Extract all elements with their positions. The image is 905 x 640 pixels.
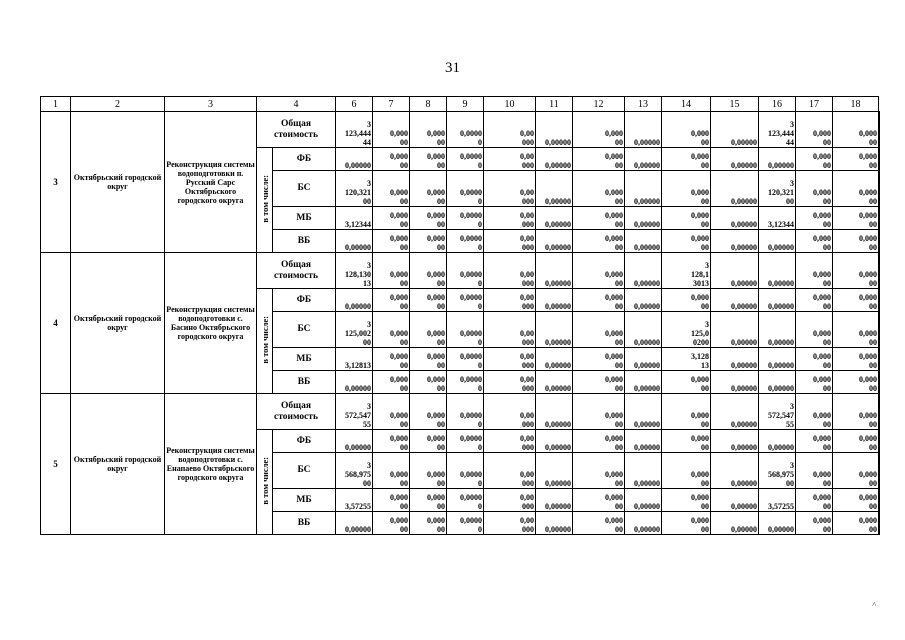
header-cell: 1 [41,97,71,112]
value-cell: 0,000 00 [833,112,879,148]
value-cell: 0,00000 [625,371,662,394]
value-cell: 0,000 00 [410,207,447,230]
value-cell: 0,00 000 [484,394,536,430]
value-cell: 0,0000 0 [447,453,484,489]
value-cell [879,230,880,253]
row-label: БС [273,312,336,348]
value-cell: 0,000 00 [833,489,879,512]
value-cell [879,171,880,207]
value-cell: 0,00000 [711,394,759,430]
value-cell: 0,00000 [711,112,759,148]
value-cell: 0,000 00 [796,312,833,348]
value-cell: 0,00000 [536,453,573,489]
value-cell: 0,000 00 [796,112,833,148]
value-cell: 3 128,1 3013 [662,253,711,289]
value-cell: 0,00000 [536,230,573,253]
value-cell: 0,000 00 [833,148,879,171]
item-number: 3 [41,112,71,253]
value-cell: 3 568,975 00 [336,453,373,489]
value-cell: 0,00000 [711,489,759,512]
header-cell: 18 [833,97,879,112]
header-cell: 12 [573,97,625,112]
header-cell: 15 [711,97,759,112]
value-cell: 3,12344 [759,207,796,230]
row-label: ФБ [273,148,336,171]
value-cell: 0,000 00 [373,289,410,312]
value-cell: 0,000 00 [573,348,625,371]
value-cell: 0,00000 [711,430,759,453]
value-cell [879,253,880,289]
value-cell: 0,000 00 [833,348,879,371]
value-cell: 0,00000 [711,512,759,535]
row-label: ВБ [273,371,336,394]
value-cell: 0,00000 [625,394,662,430]
value-cell: 0,00000 [536,171,573,207]
value-cell [879,453,880,489]
value-cell: 0,00000 [711,148,759,171]
header-cell: 14 [662,97,711,112]
table-row [41,112,880,148]
value-cell: 3 120,321 00 [759,171,796,207]
value-cell: 0,000 00 [573,289,625,312]
value-cell: 0,00000 [536,148,573,171]
value-cell: 0,00 000 [484,148,536,171]
value-cell: 0,00000 [759,148,796,171]
value-cell: 0,000 00 [373,171,410,207]
value-cell: 0,00000 [536,394,573,430]
region-name: Октябрьский городской округ [71,253,165,394]
value-cell: 0,000 00 [373,112,410,148]
row-label: ФБ [273,430,336,453]
value-cell: 0,000 00 [410,371,447,394]
split-label: в том числе: [259,175,270,223]
value-cell: 0,00000 [711,453,759,489]
value-cell: 0,00000 [759,512,796,535]
value-cell: 0,000 00 [410,394,447,430]
value-cell: 0,000 00 [796,394,833,430]
value-cell: 0,000 00 [410,289,447,312]
value-cell: 0,000 00 [833,394,879,430]
value-cell: 0,000 00 [573,171,625,207]
value-cell: 3 128,130 13 [336,253,373,289]
split-label: в том числе: [259,457,270,505]
value-cell: 0,00000 [625,489,662,512]
value-cell: 3 568,975 00 [759,453,796,489]
value-cell: 0,00 000 [484,112,536,148]
value-cell: 0,00 000 [484,430,536,453]
value-cell: 0,000 00 [573,112,625,148]
header-cell: 10 [484,97,536,112]
value-cell: 0,00000 [625,312,662,348]
value-cell: 0,0000 0 [447,289,484,312]
value-cell: 0,000 00 [410,171,447,207]
value-cell: 0,000 00 [573,230,625,253]
value-cell: 0,00000 [625,112,662,148]
value-cell: 0,0000 0 [447,148,484,171]
value-cell: 0,00000 [625,171,662,207]
value-cell: 3,12813 [336,348,373,371]
split-label: в том числе: [259,316,270,364]
value-cell: 0,00000 [625,207,662,230]
value-cell: 0,00000 [711,171,759,207]
value-cell: 0,000 00 [796,253,833,289]
value-cell [879,371,880,394]
value-cell: 0,000 00 [410,453,447,489]
value-cell: 0,000 00 [373,348,410,371]
value-cell: 0,000 00 [833,289,879,312]
value-cell: 0,00000 [759,348,796,371]
value-cell: 0,000 00 [573,489,625,512]
value-cell: 0,000 00 [373,512,410,535]
value-cell: 0,000 00 [573,312,625,348]
value-cell [879,148,880,171]
value-cell: 0,000 00 [796,230,833,253]
value-cell: 0,00000 [336,512,373,535]
value-cell: 0,000 00 [410,512,447,535]
value-cell: 0,00000 [336,430,373,453]
value-cell: 0,00000 [536,489,573,512]
row-label: ВБ [273,230,336,253]
value-cell: 0,0000 0 [447,489,484,512]
value-cell: 0,000 00 [662,289,711,312]
value-cell: 0,000 00 [410,489,447,512]
header-cell: 2 [71,97,165,112]
value-cell: 3,128 13 [662,348,711,371]
row-label: БС [273,171,336,207]
value-cell: 0,000 00 [833,171,879,207]
value-cell: 0,0000 0 [447,230,484,253]
value-cell: 0,000 00 [410,112,447,148]
header-cell: 16 [759,97,796,112]
value-cell: 0,00000 [625,289,662,312]
value-cell: 0,000 00 [410,148,447,171]
row-label: Общая стоимость [257,394,336,430]
value-cell: 0,00 000 [484,371,536,394]
value-cell: 0,000 00 [410,430,447,453]
value-cell: 0,000 00 [833,512,879,535]
value-cell: 0,0000 0 [447,253,484,289]
value-cell: 0,000 00 [662,512,711,535]
value-cell: 0,000 00 [573,512,625,535]
value-cell: 0,00000 [336,230,373,253]
value-cell: 0,00000 [625,348,662,371]
header-cell: 13 [625,97,662,112]
row-label: Общая стоимость [257,112,336,148]
value-cell: 0,000 00 [373,430,410,453]
value-cell: 0,000 00 [796,371,833,394]
value-cell: 3,57255 [759,489,796,512]
value-cell: 0,00000 [336,371,373,394]
value-cell [879,430,880,453]
value-cell: 0,000 00 [796,489,833,512]
value-cell: 0,000 00 [373,489,410,512]
value-cell: 0,000 00 [662,430,711,453]
value-cell: 0,00000 [536,207,573,230]
value-cell: 3 572,547 55 [336,394,373,430]
value-cell: 0,000 00 [833,430,879,453]
value-cell: 0,000 00 [796,430,833,453]
value-cell: 0,00000 [625,253,662,289]
value-cell: 3 572,547 55 [759,394,796,430]
region-name: Октябрьский городской округ [71,112,165,253]
value-cell: 0,0000 0 [447,171,484,207]
value-cell: 0,000 00 [373,312,410,348]
value-cell: 0,000 00 [833,253,879,289]
header-cell: 11 [536,97,573,112]
value-cell: 0,000 00 [833,371,879,394]
value-cell [879,112,880,148]
value-cell: 0,00000 [759,312,796,348]
value-cell: 0,00000 [336,148,373,171]
value-cell: 0,000 00 [796,512,833,535]
value-cell: 0,000 00 [662,171,711,207]
value-cell: 0,000 00 [373,371,410,394]
value-cell: 0,00000 [625,430,662,453]
table-row [41,253,880,289]
split-label-cell [257,148,273,253]
value-cell: 0,000 00 [573,148,625,171]
value-cell: 0,00000 [711,230,759,253]
value-cell: 0,000 00 [410,348,447,371]
value-cell: 0,00000 [759,230,796,253]
value-cell: 0,000 00 [573,207,625,230]
header-cell: 6 [336,97,373,112]
value-cell: 0,00000 [711,348,759,371]
header-cell: 17 [796,97,833,112]
value-cell: 0,000 00 [662,148,711,171]
value-cell: 0,000 00 [573,371,625,394]
header-row [41,97,880,112]
value-cell: 0,000 00 [373,230,410,253]
value-cell: 0,000 00 [796,207,833,230]
value-cell: 3 123,444 44 [759,112,796,148]
value-cell: 0,000 00 [410,253,447,289]
value-cell: 0,00000 [759,289,796,312]
value-cell: 0,0000 0 [447,207,484,230]
header-cell: 3 [165,97,257,112]
row-label: БС [273,453,336,489]
split-label-cell [257,430,273,535]
value-cell: 0,000 00 [662,112,711,148]
value-cell: 0,000 00 [373,253,410,289]
row-label: ФБ [273,289,336,312]
value-cell: 0,000 00 [373,453,410,489]
value-cell: 0,00000 [336,289,373,312]
scan-mark: ˄ [872,600,877,609]
value-cell: 0,00000 [536,289,573,312]
value-cell: 0,000 00 [662,207,711,230]
value-cell: 0,000 00 [833,453,879,489]
value-cell: 0,000 00 [796,453,833,489]
value-cell [879,312,880,348]
value-cell: 0,00 000 [484,253,536,289]
value-cell: 0,000 00 [373,394,410,430]
value-cell: 0,0000 0 [447,512,484,535]
value-cell: 0,000 00 [796,348,833,371]
value-cell: 0,00000 [536,312,573,348]
row-label: МБ [273,489,336,512]
table-row [41,394,880,430]
header-cell: 4 [257,97,336,112]
value-cell: 3 120,321 00 [336,171,373,207]
value-cell: 0,00 000 [484,489,536,512]
row-label: ВБ [273,512,336,535]
value-cell: 0,00 000 [484,207,536,230]
value-cell: 0,000 00 [373,207,410,230]
value-cell: 0,000 00 [410,230,447,253]
value-cell: 0,0000 0 [447,371,484,394]
value-cell: 0,00000 [625,230,662,253]
project-name: Реконструкция системы водоподготовки с. Енапаево Октябрьского городского округа [165,394,257,535]
value-cell: 0,00 000 [484,512,536,535]
region-name: Октябрьский городской округ [71,394,165,535]
row-label: МБ [273,207,336,230]
row-label: МБ [273,348,336,371]
value-cell: 3 125,002 00 [336,312,373,348]
project-name: Реконструкция системы водоподготовки п. Русский Сарс Октябрьского городского округа [165,112,257,253]
value-cell [879,394,880,430]
value-cell: 0,0000 0 [447,394,484,430]
value-cell: 0,00000 [536,512,573,535]
value-cell: 0,00000 [711,207,759,230]
value-cell: 0,00000 [536,112,573,148]
value-cell: 0,00000 [536,253,573,289]
row-label: Общая стоимость [257,253,336,289]
value-cell [879,289,880,312]
value-cell: 0,000 00 [662,371,711,394]
value-cell: 0,00000 [536,430,573,453]
value-cell: 0,000 00 [833,207,879,230]
value-cell: 0,00000 [536,371,573,394]
value-cell: 0,00 000 [484,289,536,312]
value-cell: 0,000 00 [573,394,625,430]
value-cell: 0,000 00 [662,489,711,512]
value-cell: 3 123,444 44 [336,112,373,148]
value-cell: 0,000 00 [662,230,711,253]
value-cell: 0,00000 [759,371,796,394]
value-cell: 0,00000 [536,348,573,371]
value-cell: 0,00000 [625,512,662,535]
value-cell: 0,000 00 [373,148,410,171]
value-cell: 0,000 00 [573,430,625,453]
financing-table [40,96,880,535]
value-cell [879,348,880,371]
item-number: 5 [41,394,71,535]
value-cell: 0,00000 [759,430,796,453]
value-cell: 0,00 000 [484,453,536,489]
value-cell: 0,0000 0 [447,430,484,453]
value-cell: 0,00000 [711,289,759,312]
value-cell: 0,0000 0 [447,312,484,348]
value-cell: 3,12344 [336,207,373,230]
value-cell: 3 125,0 0200 [662,312,711,348]
split-label-cell [257,289,273,394]
value-cell: 0,000 00 [796,148,833,171]
value-cell: 0,00000 [711,253,759,289]
value-cell: 3,57255 [336,489,373,512]
value-cell: 0,000 00 [796,289,833,312]
value-cell: 0,000 00 [662,453,711,489]
value-cell: 0,00 000 [484,171,536,207]
page-number: 31 [445,60,460,76]
value-cell: 0,000 00 [662,394,711,430]
project-name: Реконструкция системы водоподготовки с. Басино Октябрьского городского округа [165,253,257,394]
value-cell [879,207,880,230]
value-cell: 0,000 00 [833,230,879,253]
value-cell: 0,00 000 [484,312,536,348]
value-cell: 0,00000 [711,312,759,348]
value-cell: 0,00 000 [484,230,536,253]
value-cell [879,489,880,512]
value-cell: 0,000 00 [573,453,625,489]
value-cell: 0,00000 [625,148,662,171]
value-cell: 0,000 00 [833,312,879,348]
value-cell: 0,000 00 [410,312,447,348]
value-cell [879,512,880,535]
header-cell: 7 [373,97,410,112]
value-cell: 0,00000 [711,371,759,394]
value-cell: 0,0000 0 [447,348,484,371]
value-cell: 0,00000 [759,253,796,289]
value-cell: 0,000 00 [573,253,625,289]
value-cell: 0,000 00 [796,171,833,207]
header-cell: 8 [410,97,447,112]
value-cell: 0,00000 [625,453,662,489]
value-cell: 0,0000 0 [447,112,484,148]
item-number: 4 [41,253,71,394]
header-cell: 9 [447,97,484,112]
value-cell: 0,00 000 [484,348,536,371]
